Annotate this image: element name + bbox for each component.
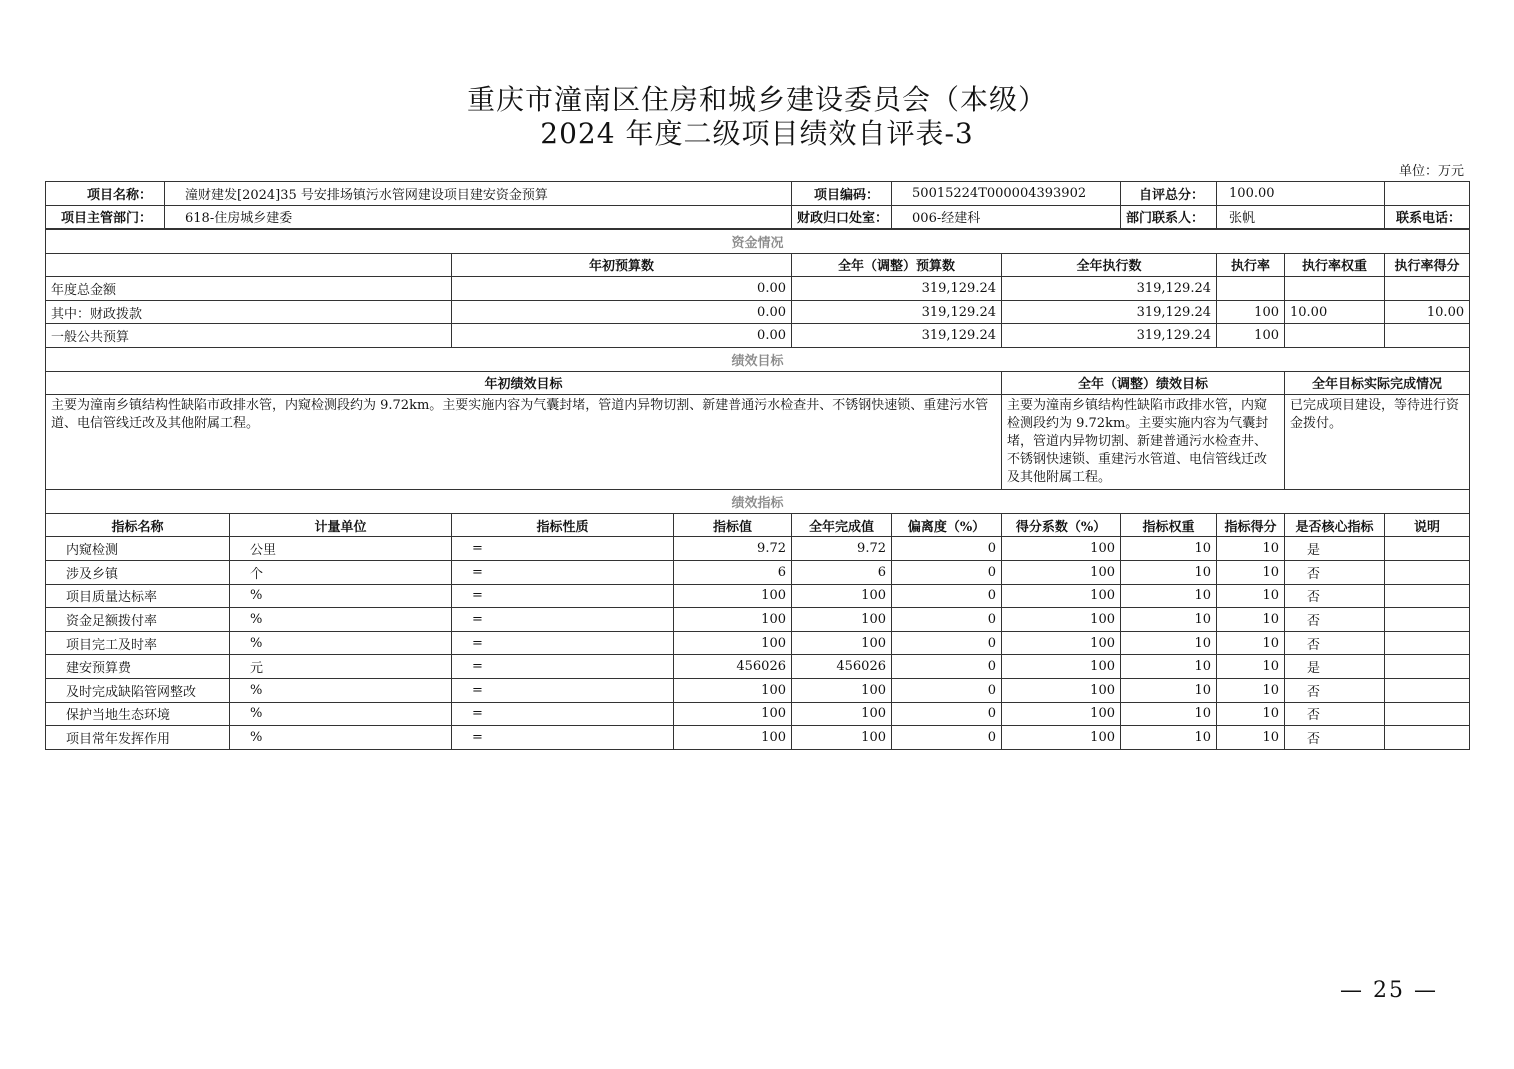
indicator-score: 10 bbox=[1217, 631, 1285, 655]
indicator-name: 项目完工及时率 bbox=[46, 631, 230, 655]
funds-row-weight bbox=[1285, 277, 1385, 301]
indicator-core: 否 bbox=[1285, 631, 1385, 655]
indicator-nature: = bbox=[452, 584, 674, 608]
project-name-label: 项目名称： bbox=[46, 182, 165, 206]
indicator-name: 项目常年发挥作用 bbox=[46, 726, 230, 750]
indicator-note bbox=[1385, 702, 1470, 726]
funds-row-name: 一般公共预算 bbox=[46, 324, 452, 348]
funds-row-weight: 10.00 bbox=[1285, 300, 1385, 324]
indicator-weight: 10 bbox=[1121, 537, 1217, 561]
indicator-name: 保护当地生态环境 bbox=[46, 702, 230, 726]
info-row-2 bbox=[46, 205, 1470, 229]
indicator-deviation: 0 bbox=[892, 584, 1002, 608]
funds-section-row bbox=[46, 230, 1470, 254]
indicator-row bbox=[46, 678, 1470, 702]
score-value: 100.00 bbox=[1217, 182, 1385, 206]
funds-header-initial: 年初预算数 bbox=[452, 253, 792, 277]
funds-row-name: 年度总金额 bbox=[46, 277, 452, 301]
funds-section-title: 资金情况 bbox=[46, 230, 1470, 254]
funds-row-executed: 319,129.24 bbox=[1002, 277, 1217, 301]
funds-row bbox=[46, 324, 1470, 348]
funds-header-weight: 执行率权重 bbox=[1285, 253, 1385, 277]
indicator-row bbox=[46, 537, 1470, 561]
funds-row-initial: 0.00 bbox=[452, 277, 792, 301]
indicator-name: 内窥检测 bbox=[46, 537, 230, 561]
page-subtitle: 2024 年度二级项目绩效自评表-3 bbox=[540, 117, 974, 150]
indicator-weight: 10 bbox=[1121, 608, 1217, 632]
indicator-value: 9.72 bbox=[674, 537, 792, 561]
info-row-1 bbox=[46, 182, 1470, 206]
indicator-coefficient: 100 bbox=[1002, 560, 1121, 584]
indicator-deviation: 0 bbox=[892, 560, 1002, 584]
indicator-row bbox=[46, 726, 1470, 750]
indicator-score: 10 bbox=[1217, 678, 1285, 702]
funds-row-score bbox=[1385, 277, 1470, 301]
indicator-done: 100 bbox=[792, 678, 892, 702]
indicator-deviation: 0 bbox=[892, 608, 1002, 632]
indicator-deviation: 0 bbox=[892, 631, 1002, 655]
indicator-value: 100 bbox=[674, 584, 792, 608]
indicator-note bbox=[1385, 537, 1470, 561]
ind-header-core: 是否核心指标 bbox=[1285, 513, 1385, 537]
funds-header-row bbox=[46, 253, 1470, 277]
indicator-coefficient: 100 bbox=[1002, 655, 1121, 679]
funds-goals-indicators-table bbox=[45, 229, 1470, 750]
funds-header-executed: 全年执行数 bbox=[1002, 253, 1217, 277]
indicator-note bbox=[1385, 631, 1470, 655]
indicator-score: 10 bbox=[1217, 702, 1285, 726]
indicator-core: 否 bbox=[1285, 726, 1385, 750]
indicator-name: 资金足额拨付率 bbox=[46, 608, 230, 632]
indicator-weight: 10 bbox=[1121, 678, 1217, 702]
indicator-deviation: 0 bbox=[892, 655, 1002, 679]
indicator-coefficient: 100 bbox=[1002, 584, 1121, 608]
funds-row-initial: 0.00 bbox=[452, 324, 792, 348]
indicator-core: 否 bbox=[1285, 678, 1385, 702]
goals-header-row bbox=[46, 371, 1470, 395]
indicator-deviation: 0 bbox=[892, 702, 1002, 726]
indicator-name: 涉及乡镇 bbox=[46, 560, 230, 584]
unit-label: 单位：万元 bbox=[1398, 164, 1464, 179]
page-number: — 25 — bbox=[1340, 978, 1438, 1003]
goals-header-initial: 年初绩效目标 bbox=[46, 371, 1002, 395]
indicator-core: 否 bbox=[1285, 584, 1385, 608]
ind-header-unit: 计量单位 bbox=[230, 513, 452, 537]
indicator-nature: = bbox=[452, 655, 674, 679]
indicator-name: 建安预算费 bbox=[46, 655, 230, 679]
indicator-deviation: 0 bbox=[892, 537, 1002, 561]
funds-row-rate bbox=[1217, 277, 1285, 301]
office-value: 006-经建科 bbox=[892, 205, 1121, 229]
indicator-value: 456026 bbox=[674, 655, 792, 679]
goals-section-title: 绩效目标 bbox=[46, 347, 1470, 371]
indicators-section-row bbox=[46, 490, 1470, 514]
indicators-section-title: 绩效指标 bbox=[46, 490, 1470, 514]
indicator-score: 10 bbox=[1217, 537, 1285, 561]
funds-row-executed: 319,129.24 bbox=[1002, 324, 1217, 348]
indicator-coefficient: 100 bbox=[1002, 631, 1121, 655]
indicator-weight: 10 bbox=[1121, 584, 1217, 608]
indicator-nature: = bbox=[452, 702, 674, 726]
goal-initial-text: 主要为潼南乡镇结构性缺陷市政排水管，内窥检测段约为 9.72km。主要实施内容为气囊封堵，管道内异物切割、新建普通污水检查井、不锈钢快速锁、重建污水管道、电信管线迁改及其他附属工程。 bbox=[46, 395, 1002, 490]
ind-header-dev: 偏离度（%） bbox=[892, 513, 1002, 537]
indicator-unit: % bbox=[230, 678, 452, 702]
ind-header-weight: 指标权重 bbox=[1121, 513, 1217, 537]
funds-row-score bbox=[1385, 324, 1470, 348]
indicator-weight: 10 bbox=[1121, 560, 1217, 584]
ind-header-coef: 得分系数（%） bbox=[1002, 513, 1121, 537]
indicator-deviation: 0 bbox=[892, 726, 1002, 750]
indicator-row bbox=[46, 702, 1470, 726]
funds-row-weight bbox=[1285, 324, 1385, 348]
indicator-note bbox=[1385, 655, 1470, 679]
contact-value: 张帆 bbox=[1217, 205, 1385, 229]
ind-header-score: 指标得分 bbox=[1217, 513, 1285, 537]
funds-row-executed: 319,129.24 bbox=[1002, 300, 1217, 324]
funds-row-score: 10.00 bbox=[1385, 300, 1470, 324]
indicator-coefficient: 100 bbox=[1002, 702, 1121, 726]
indicator-coefficient: 100 bbox=[1002, 537, 1121, 561]
funds-row bbox=[46, 300, 1470, 324]
ind-header-name: 指标名称 bbox=[46, 513, 230, 537]
indicator-note bbox=[1385, 678, 1470, 702]
indicator-score: 10 bbox=[1217, 560, 1285, 584]
indicator-name: 项目质量达标率 bbox=[46, 584, 230, 608]
indicator-unit: % bbox=[230, 726, 452, 750]
indicator-weight: 10 bbox=[1121, 726, 1217, 750]
project-code-value: 50015224T000004393902 bbox=[892, 182, 1121, 206]
ind-header-nature: 指标性质 bbox=[452, 513, 674, 537]
indicator-weight: 10 bbox=[1121, 702, 1217, 726]
indicator-nature: = bbox=[452, 560, 674, 584]
funds-row-rate: 100 bbox=[1217, 300, 1285, 324]
indicator-nature: = bbox=[452, 631, 674, 655]
indicator-value: 100 bbox=[674, 631, 792, 655]
indicator-unit: 公里 bbox=[230, 537, 452, 561]
indicator-unit: 元 bbox=[230, 655, 452, 679]
score-label: 自评总分： bbox=[1121, 182, 1217, 206]
indicator-score: 10 bbox=[1217, 726, 1285, 750]
indicator-done: 6 bbox=[792, 560, 892, 584]
indicator-done: 100 bbox=[792, 702, 892, 726]
funds-row-initial: 0.00 bbox=[452, 300, 792, 324]
indicator-nature: = bbox=[452, 678, 674, 702]
indicator-done: 100 bbox=[792, 726, 892, 750]
indicator-coefficient: 100 bbox=[1002, 678, 1121, 702]
indicator-core: 否 bbox=[1285, 608, 1385, 632]
dept-value: 618-住房城乡建委 bbox=[165, 205, 792, 229]
ind-header-note: 说明 bbox=[1385, 513, 1470, 537]
indicator-weight: 10 bbox=[1121, 655, 1217, 679]
indicator-core: 否 bbox=[1285, 702, 1385, 726]
indicator-core: 否 bbox=[1285, 560, 1385, 584]
indicator-unit: % bbox=[230, 584, 452, 608]
indicator-score: 10 bbox=[1217, 655, 1285, 679]
indicator-unit: % bbox=[230, 702, 452, 726]
funds-row-adjusted: 319,129.24 bbox=[792, 277, 1002, 301]
indicator-nature: = bbox=[452, 608, 674, 632]
indicator-row bbox=[46, 631, 1470, 655]
contact-label: 部门联系人： bbox=[1121, 205, 1217, 229]
indicator-done: 456026 bbox=[792, 655, 892, 679]
indicator-note bbox=[1385, 608, 1470, 632]
funds-header-adjusted: 全年（调整）预算数 bbox=[792, 253, 1002, 277]
office-label: 财政归口处室： bbox=[792, 205, 892, 229]
dept-label: 项目主管部门： bbox=[46, 205, 165, 229]
empty-cell bbox=[1385, 182, 1470, 206]
page-title: 重庆市潼南区住房和城乡建设委员会（本级） bbox=[466, 83, 1047, 116]
goal-actual-text: 已完成项目建设，等待进行资金拨付。 bbox=[1285, 395, 1470, 490]
indicator-deviation: 0 bbox=[892, 678, 1002, 702]
funds-row-adjusted: 319,129.24 bbox=[792, 324, 1002, 348]
indicator-score: 10 bbox=[1217, 584, 1285, 608]
indicator-unit: % bbox=[230, 631, 452, 655]
indicator-core: 是 bbox=[1285, 537, 1385, 561]
indicator-note bbox=[1385, 560, 1470, 584]
indicator-weight: 10 bbox=[1121, 631, 1217, 655]
indicator-done: 9.72 bbox=[792, 537, 892, 561]
project-name-value: 潼财建发[2024]35 号安排场镇污水管网建设项目建安资金预算 bbox=[165, 182, 792, 206]
goals-header-actual: 全年目标实际完成情况 bbox=[1285, 371, 1470, 395]
indicator-unit: 个 bbox=[230, 560, 452, 584]
funds-row bbox=[46, 277, 1470, 301]
indicators-header-row bbox=[46, 513, 1470, 537]
goals-section-row bbox=[46, 347, 1470, 371]
indicator-nature: = bbox=[452, 537, 674, 561]
indicator-value: 6 bbox=[674, 560, 792, 584]
indicator-core: 是 bbox=[1285, 655, 1385, 679]
indicator-row bbox=[46, 608, 1470, 632]
indicator-score: 10 bbox=[1217, 608, 1285, 632]
indicator-nature: = bbox=[452, 726, 674, 750]
indicator-value: 100 bbox=[674, 702, 792, 726]
indicator-coefficient: 100 bbox=[1002, 608, 1121, 632]
indicator-value: 100 bbox=[674, 608, 792, 632]
funds-header-rate: 执行率 bbox=[1217, 253, 1285, 277]
goals-content-row bbox=[46, 395, 1470, 490]
indicator-value: 100 bbox=[674, 678, 792, 702]
indicator-done: 100 bbox=[792, 584, 892, 608]
indicator-done: 100 bbox=[792, 631, 892, 655]
goals-header-adjusted: 全年（调整）绩效目标 bbox=[1002, 371, 1285, 395]
indicator-name: 及时完成缺陷管网整改 bbox=[46, 678, 230, 702]
indicator-row bbox=[46, 584, 1470, 608]
funds-row-rate: 100 bbox=[1217, 324, 1285, 348]
funds-header-blank bbox=[46, 253, 452, 277]
indicator-done: 100 bbox=[792, 608, 892, 632]
self-evaluation-table bbox=[45, 181, 1470, 229]
indicator-value: 100 bbox=[674, 726, 792, 750]
indicator-unit: % bbox=[230, 608, 452, 632]
ind-header-done: 全年完成值 bbox=[792, 513, 892, 537]
funds-header-score: 执行率得分 bbox=[1385, 253, 1470, 277]
ind-header-value: 指标值 bbox=[674, 513, 792, 537]
indicator-row bbox=[46, 655, 1470, 679]
funds-row-adjusted: 319,129.24 bbox=[792, 300, 1002, 324]
indicator-row bbox=[46, 560, 1470, 584]
funds-row-name: 其中：财政拨款 bbox=[46, 300, 452, 324]
indicator-note bbox=[1385, 584, 1470, 608]
phone-label: 联系电话： bbox=[1385, 205, 1470, 229]
indicator-note bbox=[1385, 726, 1470, 750]
goal-adjusted-text: 主要为潼南乡镇结构性缺陷市政排水管，内窥检测段约为 9.72km。主要实施内容为气囊封堵，管道内异物切割、新建普通污水检查井、不锈钢快速锁、重建污水管道、电信管线迁改及其他附属工程。 bbox=[1002, 395, 1285, 490]
project-code-label: 项目编码： bbox=[792, 182, 892, 206]
indicator-coefficient: 100 bbox=[1002, 726, 1121, 750]
